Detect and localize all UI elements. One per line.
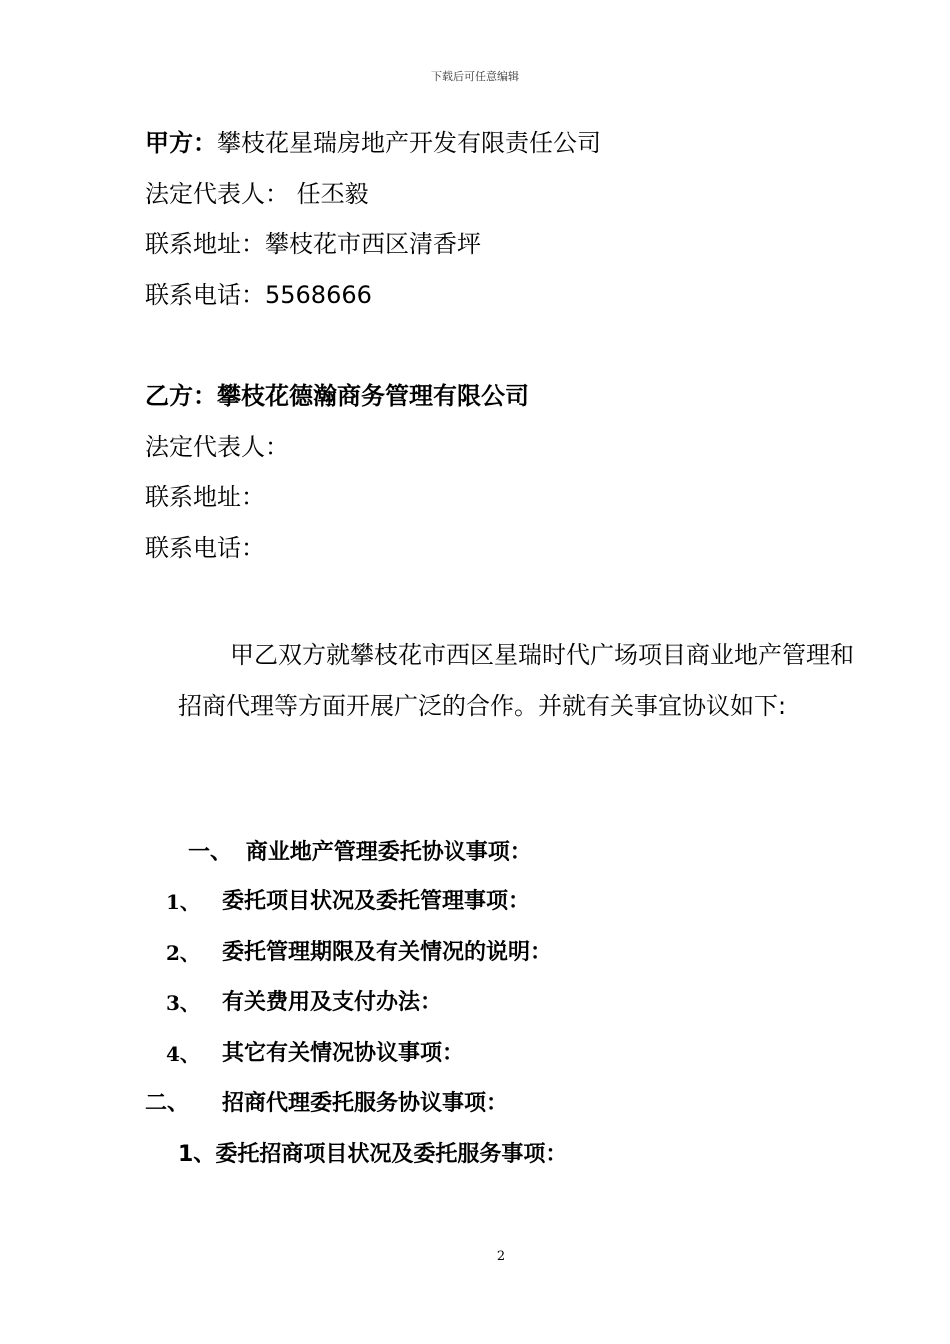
party-a-phone-value: 5568666 xyxy=(265,281,372,309)
party-a-address-label: 联系地址： xyxy=(145,230,265,258)
section1-item-4-number: 4、 xyxy=(166,1042,200,1066)
section2-item-1 xyxy=(178,1140,567,1170)
section1-item-3-number: 3、 xyxy=(166,991,200,1015)
section1-item-1-number: 1、 xyxy=(166,890,200,914)
section1-title: 商业地产管理委托协议事项： xyxy=(245,840,532,865)
page-number: 2 xyxy=(496,1249,506,1264)
party-b-address-line xyxy=(145,482,265,512)
party-a-address-value: 攀枝花市西区清香坪 xyxy=(265,230,481,258)
party-b-address-label: 联系地址： xyxy=(145,483,265,511)
section1-number: 一、 xyxy=(188,840,233,865)
party-b-line xyxy=(145,381,529,411)
section1-item-2-text: 委托管理期限及有关情况的说明： xyxy=(222,940,553,965)
party-b-label: 乙方： xyxy=(145,382,217,410)
party-a-rep-value: 任丕毅 xyxy=(289,180,369,208)
section2-number: 二、 xyxy=(145,1091,190,1116)
section1-item-2-number: 2、 xyxy=(166,941,200,965)
party-a-rep-line xyxy=(145,179,369,209)
party-a-phone-label: 联系电话： xyxy=(145,281,265,309)
party-a-phone-line xyxy=(145,280,372,310)
party-b-name: 攀枝花德瀚商务管理有限公司 xyxy=(217,382,529,410)
party-a-address-line xyxy=(145,229,481,259)
party-b-phone-line xyxy=(145,533,265,563)
party-b-phone-label: 联系电话： xyxy=(145,534,265,562)
party-b-rep-line xyxy=(145,432,289,462)
party-a-label: 甲方： xyxy=(145,129,217,157)
party-b-rep-label: 法定代表人： xyxy=(145,433,289,461)
section1-item-3-text: 有关费用及支付办法： xyxy=(222,990,443,1015)
section2-item-1-text: 委托招商项目状况及委托服务事项： xyxy=(215,1142,568,1167)
party-a-rep-label: 法定代表人： xyxy=(145,180,289,208)
party-a-name: 攀枝花星瑞房地产开发有限责任公司 xyxy=(217,129,601,157)
party-a-line xyxy=(145,128,601,158)
section2-item-1-number: 1、 xyxy=(178,1142,216,1167)
intro-paragraph: 甲乙双方就攀枝花市西区星瑞时代广场项目商业地产管理和招商代理等方面开展广泛的合作。并就有关事宜协议如下: xyxy=(178,641,854,720)
section1-item-1-text: 委托项目状况及委托管理事项： xyxy=(222,889,531,914)
section1-item-4-text: 其它有关情况协议事项： xyxy=(222,1041,465,1066)
section1-heading xyxy=(188,838,532,868)
section2-title: 招商代理委托服务协议事项： xyxy=(222,1091,509,1116)
header-note: 下载后可任意编辑 xyxy=(431,70,519,83)
